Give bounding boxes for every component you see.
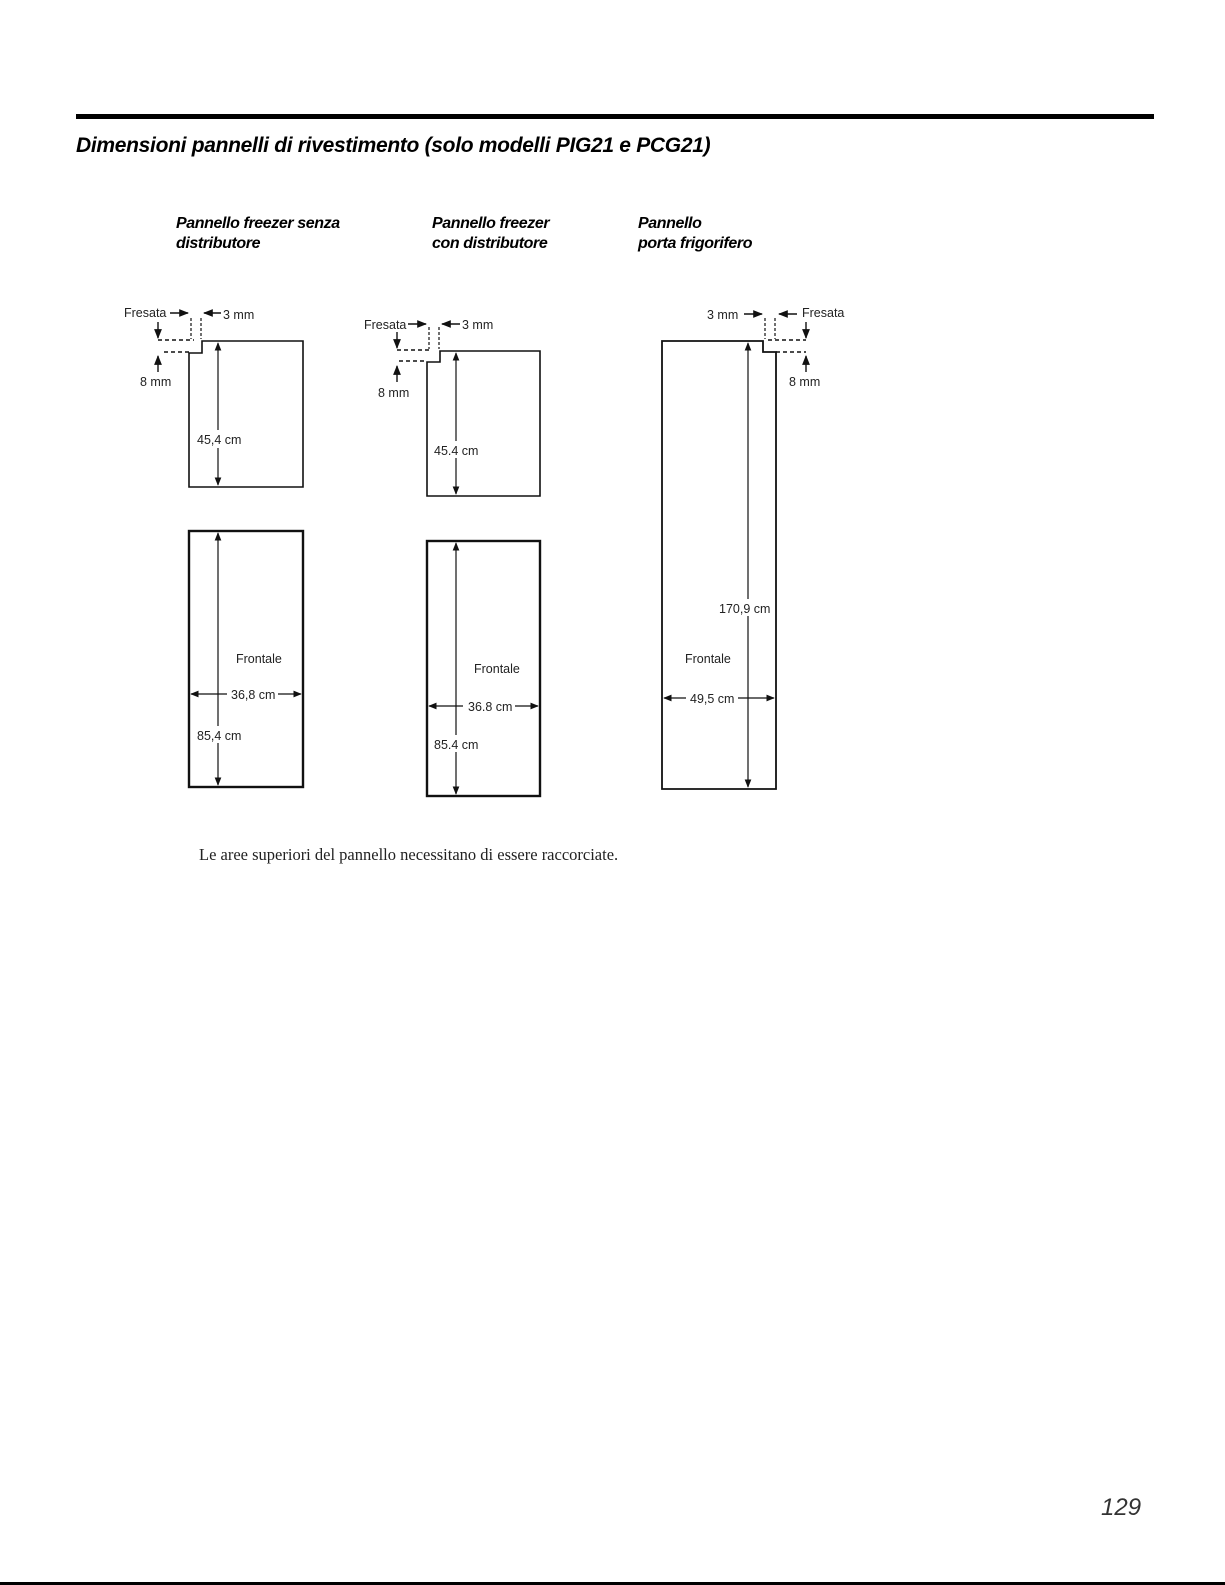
panel3-front-label: Frontale xyxy=(685,652,731,666)
panel3-notch-dashed xyxy=(768,340,806,352)
panel2-front-label: Frontale xyxy=(474,662,520,676)
panel3-group xyxy=(662,306,844,789)
panel3-outline xyxy=(662,341,776,789)
panel1-bottom-height-label: 85,4 cm xyxy=(197,729,242,743)
panel2-top-height-label: 45.4 cm xyxy=(434,444,479,458)
panel3-fresata-label: Fresata xyxy=(802,306,845,320)
panel1-notch-dashed xyxy=(158,340,194,352)
panel3-height-label: 170,9 cm xyxy=(719,602,771,616)
panel2-notch-dashed xyxy=(397,350,432,361)
panel2-group xyxy=(364,318,540,796)
panel2-top-outline xyxy=(427,351,540,496)
panel1-top-height-label: 45,4 cm xyxy=(197,433,242,447)
panel1-fresata-label: Fresata xyxy=(124,306,167,320)
panel2-bottom-height-label: 85.4 cm xyxy=(434,738,479,752)
column-heading-line1: Pannello freezer xyxy=(432,215,550,232)
page-title: Dimensioni pannelli di rivestimento (solo modelli PIG21 e PCG21) xyxy=(76,134,711,157)
panel2-depth-label: 8 mm xyxy=(378,386,410,400)
panel3-depth-label: 8 mm xyxy=(789,375,821,389)
column-heading-line2: distributore xyxy=(176,235,261,252)
panel1-front-label: Frontale xyxy=(236,652,282,666)
column-heading-line2: con distributore xyxy=(432,235,548,252)
column-heading-line1: Pannello freezer senza xyxy=(176,215,340,232)
panel1-depth-label: 8 mm xyxy=(140,375,172,389)
panel1-width-label: 36,8 cm xyxy=(231,688,276,702)
panel2-gap-label: 3 mm xyxy=(462,318,494,332)
page-number: 129 xyxy=(1101,1494,1142,1521)
panel3-gap-label: 3 mm xyxy=(707,308,739,322)
panel1-gap-label: 3 mm xyxy=(223,308,255,322)
panel2-fresata-label: Fresata xyxy=(364,318,407,332)
column-heading-line2: porta frigorifero xyxy=(638,235,753,252)
panel3-width-label: 49,5 cm xyxy=(690,692,735,706)
column-heading-line1: Pannello xyxy=(638,215,702,232)
panel1-top-outline xyxy=(189,341,303,487)
footnote: Le aree superiori del pannello necessitano di essere raccorciate. xyxy=(199,845,619,864)
panel1-group xyxy=(124,306,303,787)
panel2-width-label: 36.8 cm xyxy=(468,700,513,714)
